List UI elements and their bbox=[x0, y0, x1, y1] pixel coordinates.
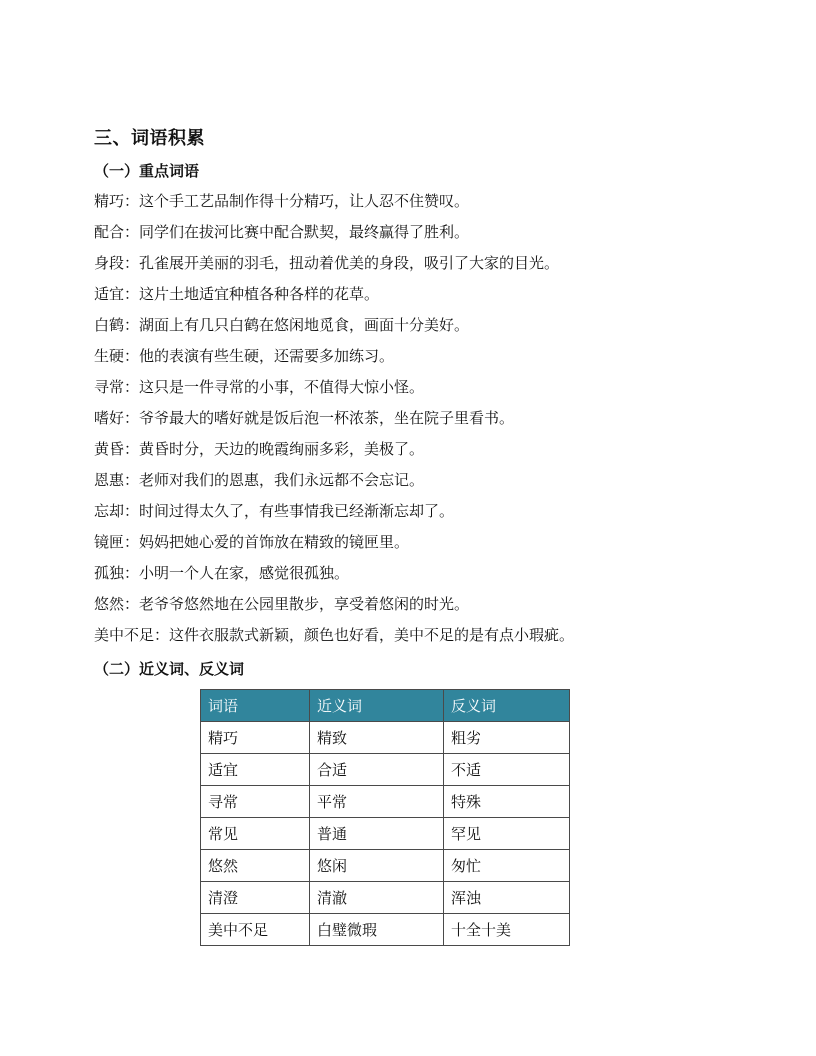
word-cell: 美中不足 bbox=[201, 914, 310, 946]
word-entry: 黄昏：黄昏时分，天边的晚霞绚丽多彩，美极了。 bbox=[94, 440, 425, 458]
word-entry: 忘却：时间过得太久了，有些事情我已经渐渐忘却了。 bbox=[94, 502, 455, 520]
word-entry: 寻常：这只是一件寻常的小事，不值得大惊小怪。 bbox=[94, 378, 425, 396]
synonym-cell: 清澈 bbox=[310, 882, 444, 914]
section-title: 三、词语积累 bbox=[94, 128, 205, 149]
word-entry: 悠然：老爷爷悠然地在公园里散步，享受着悠闲的时光。 bbox=[94, 595, 470, 613]
word-cell: 精巧 bbox=[201, 722, 310, 754]
subsection-key-words-heading: （一）重点词语 bbox=[94, 162, 200, 180]
word-entry: 美中不足：这件衣服款式新颖，颜色也好看，美中不足的是有点小瑕疵。 bbox=[94, 626, 575, 644]
word-entry: 恩惠：老师对我们的恩惠，我们永远都不会忘记。 bbox=[94, 471, 425, 489]
synonym-cell: 悠闲 bbox=[310, 850, 444, 882]
antonym-cell: 十全十美 bbox=[444, 914, 570, 946]
table-row bbox=[201, 754, 570, 786]
table-row bbox=[201, 850, 570, 882]
antonym-cell: 不适 bbox=[444, 754, 570, 786]
synonym-cell: 精致 bbox=[310, 722, 444, 754]
column-header-antonym: 反义词 bbox=[444, 690, 570, 722]
subsection-synonyms-antonyms-heading: （二）近义词、反义词 bbox=[94, 660, 245, 678]
table-row bbox=[201, 786, 570, 818]
word-entry: 配合：同学们在拔河比赛中配合默契，最终赢得了胜利。 bbox=[94, 223, 470, 241]
table-row bbox=[201, 882, 570, 914]
word-cell: 清澄 bbox=[201, 882, 310, 914]
synonym-antonym-table bbox=[200, 689, 570, 946]
word-cell: 寻常 bbox=[201, 786, 310, 818]
word-cell: 常见 bbox=[201, 818, 310, 850]
word-entry: 白鹤：湖面上有几只白鹤在悠闲地觅食，画面十分美好。 bbox=[94, 316, 470, 334]
word-entry: 孤独：小明一个人在家，感觉很孤独。 bbox=[94, 564, 350, 582]
word-cell: 悠然 bbox=[201, 850, 310, 882]
synonym-cell: 普通 bbox=[310, 818, 444, 850]
table-row bbox=[201, 818, 570, 850]
word-entry: 身段：孔雀展开美丽的羽毛，扭动着优美的身段，吸引了大家的目光。 bbox=[94, 254, 560, 272]
antonym-cell: 罕见 bbox=[444, 818, 570, 850]
column-header-word: 词语 bbox=[201, 690, 310, 722]
key-words-list bbox=[94, 188, 794, 653]
column-header-synonym: 近义词 bbox=[310, 690, 444, 722]
table-row bbox=[201, 914, 570, 946]
antonym-cell: 浑浊 bbox=[444, 882, 570, 914]
word-entry: 嗜好：爷爷最大的嗜好就是饭后泡一杯浓茶，坐在院子里看书。 bbox=[94, 409, 515, 427]
synonym-cell: 合适 bbox=[310, 754, 444, 786]
antonym-cell: 特殊 bbox=[444, 786, 570, 818]
word-entry: 镜匣：妈妈把她心爱的首饰放在精致的镜匣里。 bbox=[94, 533, 410, 551]
synonym-cell: 白璧微瑕 bbox=[310, 914, 444, 946]
table-row bbox=[201, 722, 570, 754]
synonym-cell: 平常 bbox=[310, 786, 444, 818]
antonym-cell: 匆忙 bbox=[444, 850, 570, 882]
word-entry: 生硬：他的表演有些生硬，还需要多加练习。 bbox=[94, 347, 395, 365]
antonym-cell: 粗劣 bbox=[444, 722, 570, 754]
table-header-row bbox=[201, 690, 570, 722]
word-cell: 适宜 bbox=[201, 754, 310, 786]
word-entry: 精巧：这个手工艺品制作得十分精巧，让人忍不住赞叹。 bbox=[94, 192, 470, 210]
word-entry: 适宜：这片土地适宜种植各种各样的花草。 bbox=[94, 285, 380, 303]
